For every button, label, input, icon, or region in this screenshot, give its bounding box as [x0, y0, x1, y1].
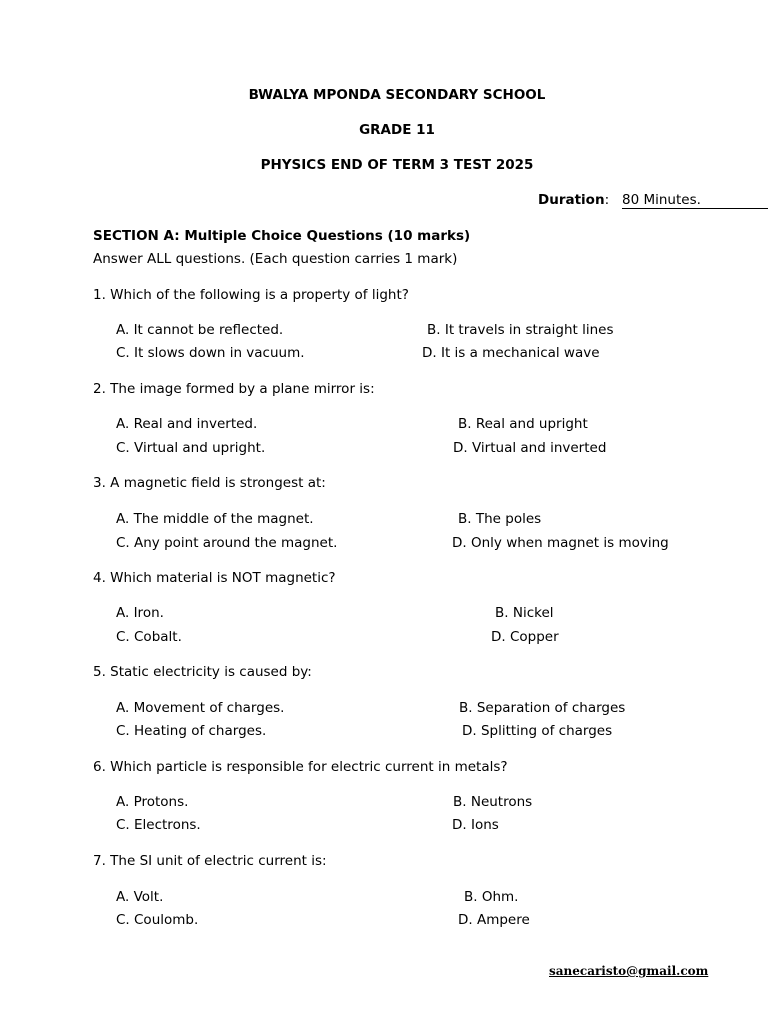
school-name: BWALYA MPONDA SECONDARY SCHOOL: [248, 87, 546, 103]
question-5-option-c: C. Heating of charges.: [116, 723, 267, 739]
question-3-option-b: B. The poles: [458, 511, 542, 527]
question-1-option-c: C. It slows down in vacuum.: [116, 345, 305, 361]
duration-colon: :: [604, 192, 610, 208]
question-4-option-c: C. Cobalt.: [116, 629, 182, 645]
question-4-option-b: B. Nickel: [495, 605, 554, 621]
question-2: 2. The image formed by a plane mirror is:: [93, 381, 375, 397]
test-title: PHYSICS END OF TERM 3 TEST 2025: [260, 157, 534, 173]
grade-title: GRADE 11: [359, 122, 435, 138]
section-instructions: Answer ALL questions. (Each question carries 1 mark): [93, 251, 458, 267]
question-3-option-a: A. The middle of the magnet.: [116, 511, 314, 527]
question-4-option-a: A. Iron.: [116, 605, 164, 621]
duration: [538, 192, 609, 208]
question-4-option-d: D. Copper: [491, 629, 559, 645]
duration-label: Duration: [538, 192, 605, 208]
question-2-option-c: C. Virtual and upright.: [116, 440, 266, 456]
question-5-option-b: B. Separation of charges: [459, 700, 626, 716]
question-2-option-b: B. Real and upright: [458, 416, 588, 432]
question-6-option-c: C. Electrons.: [116, 817, 201, 833]
question-5-option-a: A. Movement of charges.: [116, 700, 285, 716]
question-3: 3. A magnetic field is strongest at:: [93, 475, 326, 491]
question-7-option-b: B. Ohm.: [464, 889, 519, 905]
question-7-option-c: C. Coulomb.: [116, 912, 199, 928]
question-6-option-a: A. Protons.: [116, 794, 189, 810]
question-5-option-d: D. Splitting of charges: [462, 723, 613, 739]
question-2-option-d: D. Virtual and inverted: [453, 440, 607, 456]
question-7: 7. The SI unit of electric current is:: [93, 853, 327, 869]
question-1-option-b: B. It travels in straight lines: [427, 322, 614, 338]
question-1: 1. Which of the following is a property of light?: [93, 287, 409, 303]
question-5: 5. Static electricity is caused by:: [93, 664, 312, 680]
section-title: SECTION A: Multiple Choice Questions (10 marks): [93, 228, 471, 244]
duration-underline: [622, 208, 768, 209]
question-6: 6. Which particle is responsible for electric current in metals?: [93, 759, 508, 775]
question-3-option-c: C. Any point around the magnet.: [116, 535, 338, 551]
question-1-option-a: A. It cannot be reflected.: [116, 322, 284, 338]
question-4: 4. Which material is NOT magnetic?: [93, 570, 336, 586]
question-6-option-d: D. Ions: [452, 817, 499, 833]
footer-email: sanecaristo@gmail.com: [549, 964, 709, 978]
question-7-option-a: A. Volt.: [116, 889, 164, 905]
question-7-option-d: D. Ampere: [458, 912, 530, 928]
duration-value: 80 Minutes.: [622, 192, 701, 208]
question-2-option-a: A. Real and inverted.: [116, 416, 258, 432]
question-1-option-d: D. It is a mechanical wave: [422, 345, 600, 361]
question-6-option-b: B. Neutrons: [453, 794, 533, 810]
question-3-option-d: D. Only when magnet is moving: [452, 535, 669, 551]
